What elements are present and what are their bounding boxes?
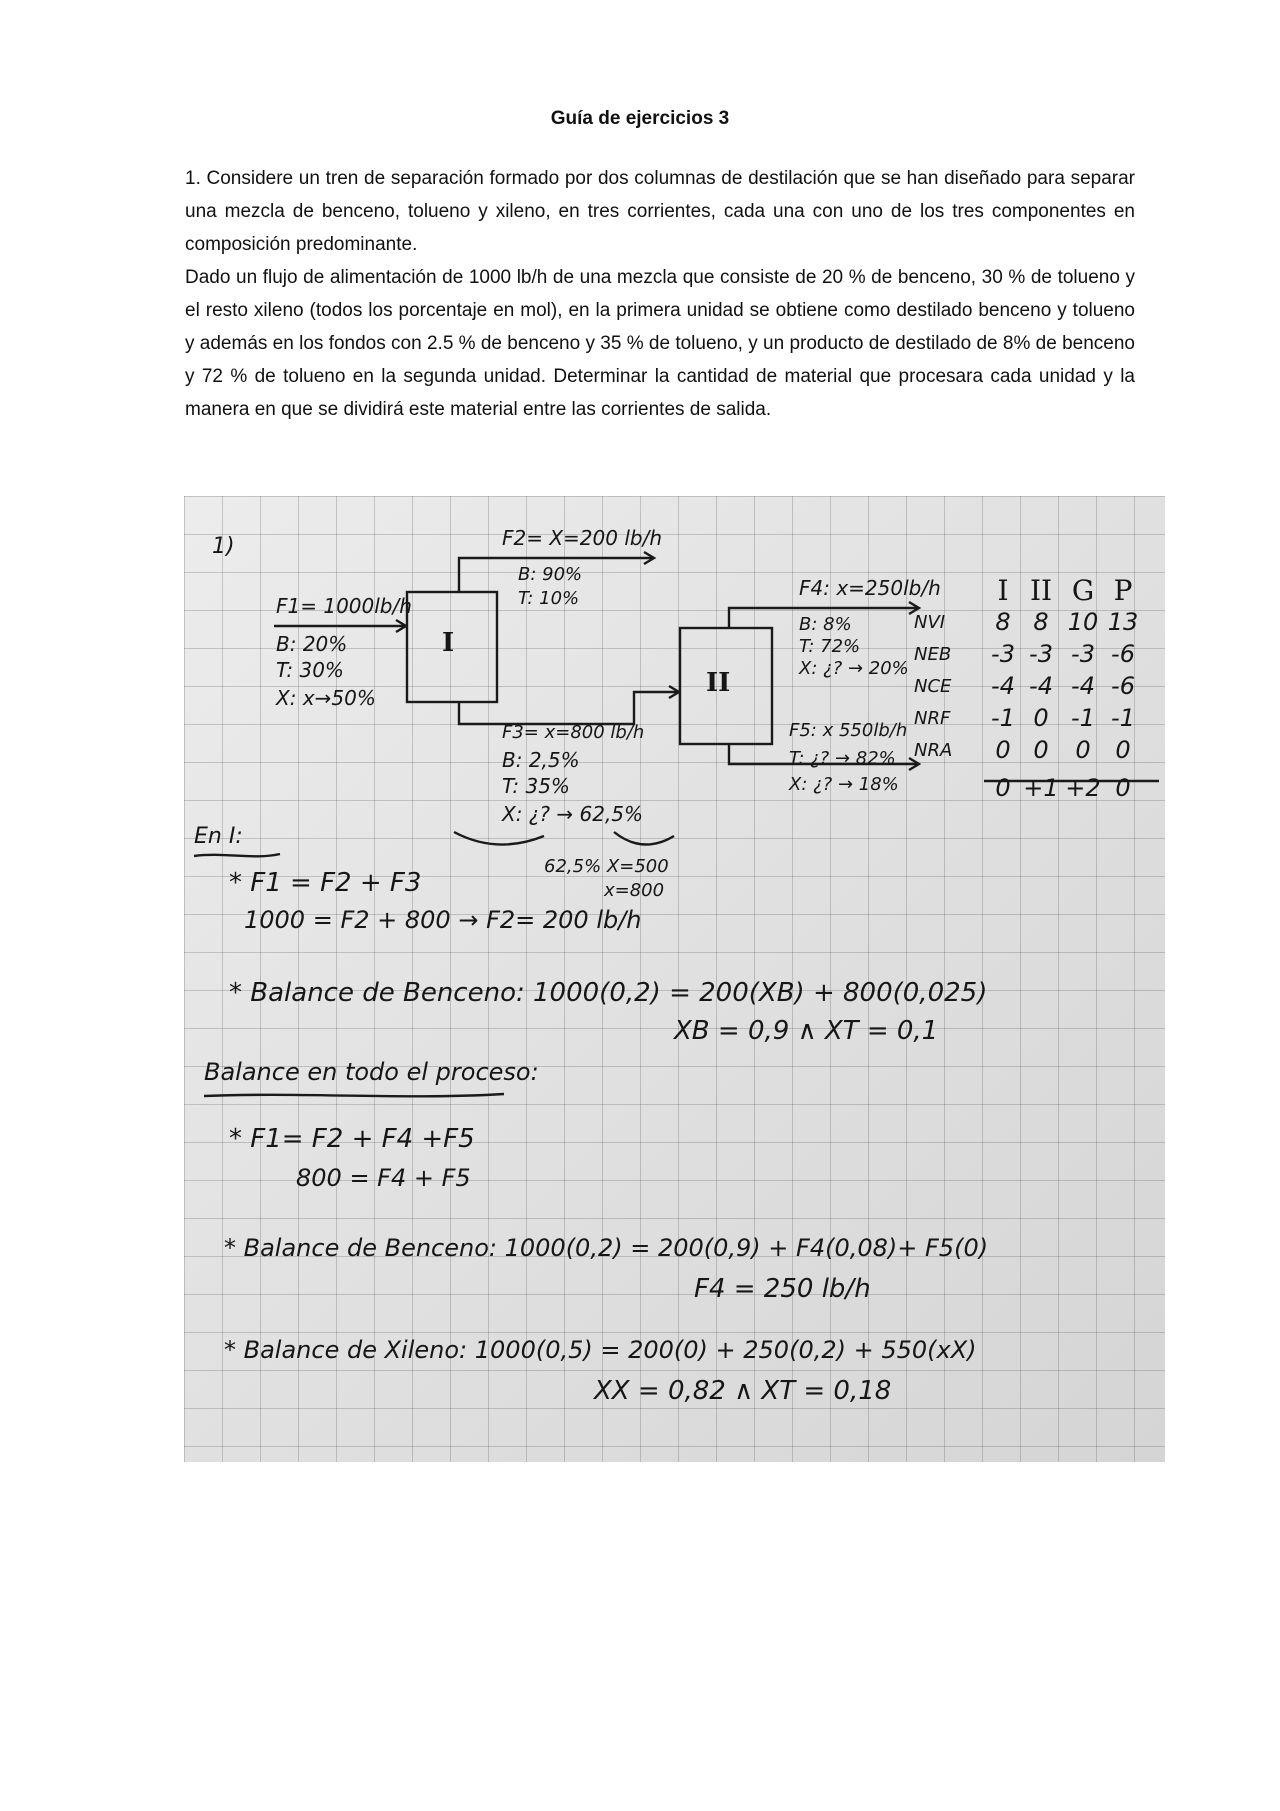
dof-cell: 0 [1115,736,1131,764]
dof-cell: +2 [1065,774,1101,802]
calc-line: XB = 0,9 ∧ XT = 0,1 [674,1016,939,1046]
f5-toluene: T: ¿? → 82% [789,748,896,769]
f3-flow: F3= x=800 lb/h [502,722,645,743]
dof-cell: 13 [1107,608,1139,636]
note-total: x=800 [604,880,665,901]
dof-cell: -1 [1111,704,1135,732]
f1-flow: F1= 1000lb/h [276,594,412,618]
f5-flow: F5: x 550lb/h [789,720,908,741]
stream-f3-arrow [459,692,679,724]
dof-cell: 8 [1033,608,1049,636]
calc-line: 800 = F4 + F5 [296,1164,471,1192]
f5-xylene: X: ¿? → 18% [789,774,899,795]
handwritten-solution-photo [184,496,1165,1462]
f1-xylene: X: x→50% [276,686,376,710]
f3-toluene: T: 35% [502,774,570,798]
dof-cell: -4 [991,672,1015,700]
f2-toluene: T: 10% [518,588,580,609]
unit-2-label: II [706,668,731,698]
f4-xylene: X: ¿? → 20% [799,658,909,679]
problem-statement [185,162,1135,426]
dof-header: II [1029,574,1053,607]
dof-cell: 0 [995,736,1011,764]
calc-heading-unit-1: En I: [194,824,243,849]
dof-row-label: NEB [914,644,952,665]
f3-xylene: X: ¿? → 62,5% [502,802,644,826]
problem-paragraph-1: 1. Considere un tren de separación formado por dos columnas de destilación que se han diseñado para separar una mezcla de benceno, tolueno y xileno, en tres corrientes, cada una con uno de los tres componentes en composición predominante. [185,168,1135,255]
dof-cell: 0 [1075,736,1091,764]
dof-cell: -1 [991,704,1015,732]
f4-benzene: B: 8% [799,614,852,635]
note-xylene: 62,5% X=500 [544,856,669,877]
dof-cell: +1 [1023,774,1059,802]
dof-cell: -3 [1071,640,1095,668]
problem-number: 1) [212,534,235,559]
dof-cell: 0 [1033,704,1049,732]
f1-toluene: T: 30% [276,658,344,682]
dof-row-label: NRF [914,708,951,729]
f2-benzene: B: 90% [518,564,583,585]
dof-cell: -6 [1111,640,1135,668]
dof-row-label: NRA [914,740,953,761]
dof-cell: -3 [1029,640,1053,668]
dof-header: P [1113,574,1133,607]
dof-cell: 0 [995,774,1011,802]
calc-line: * F1 = F2 + F3 [229,868,422,898]
calc-line: F4 = 250 lb/h [694,1274,871,1304]
dof-cell: -4 [1071,672,1095,700]
f1-benzene: B: 20% [276,632,348,656]
dof-header: G [1071,574,1095,607]
dof-cell: -3 [991,640,1015,668]
calc-line: XX = 0,82 ∧ XT = 0,18 [594,1376,892,1406]
dof-cell: -6 [1111,672,1135,700]
calc-line: * F1= F2 + F4 +F5 [229,1124,475,1154]
dof-cell: -4 [1029,672,1053,700]
dof-header: I [997,574,1009,607]
calc-line: * Balance de Benceno: 1000(0,2) = 200(0,9) + F4(0,08)+ F5(0) [224,1234,989,1262]
page-title: Guía de ejercicios 3 [550,108,730,129]
calc-line: * Balance de Benceno: 1000(0,2) = 200(XB) + 800(0,025) [229,978,988,1008]
dof-cell: 8 [995,608,1011,636]
f3-benzene: B: 2,5% [502,748,580,772]
calc-heading-process: Balance en todo el proceso: [204,1058,539,1086]
f4-toluene: T: 72% [799,636,861,657]
f2-flow: F2= X=200 lb/h [502,526,662,550]
dof-cell: -1 [1071,704,1095,732]
calc-line: 1000 = F2 + 800 → F2= 200 lb/h [244,906,642,934]
dof-row-label: NCE [914,676,952,697]
problem-paragraph-2: Dado un flujo de alimentación de 1000 lb/h de una mezcla que consiste de 20 % de benceno, 30 % de tolueno y el resto xileno (todos los porcentaje en mol), en la primera unidad se obtiene como destilado benceno y tolueno y además en los fondos con 2.5 % de benceno y 35 % de tolueno, y un producto de destilado de 8% de benceno y 72 % de tolueno en la segunda unidad. Determinar la cantidad de material que procesara cada unidad y la manera en que se dividirá este material entre las corrientes de salida. [185,267,1135,420]
dof-cell: 0 [1115,774,1131,802]
f4-flow: F4: x=250lb/h [799,576,941,600]
unit-1-label: I [442,628,455,658]
dof-row-label: NVI [914,612,946,633]
dof-cell: 0 [1033,736,1049,764]
dof-cell: 10 [1067,608,1099,636]
calc-line: * Balance de Xileno: 1000(0,5) = 200(0) + 250(0,2) + 550(xX) [224,1336,977,1364]
